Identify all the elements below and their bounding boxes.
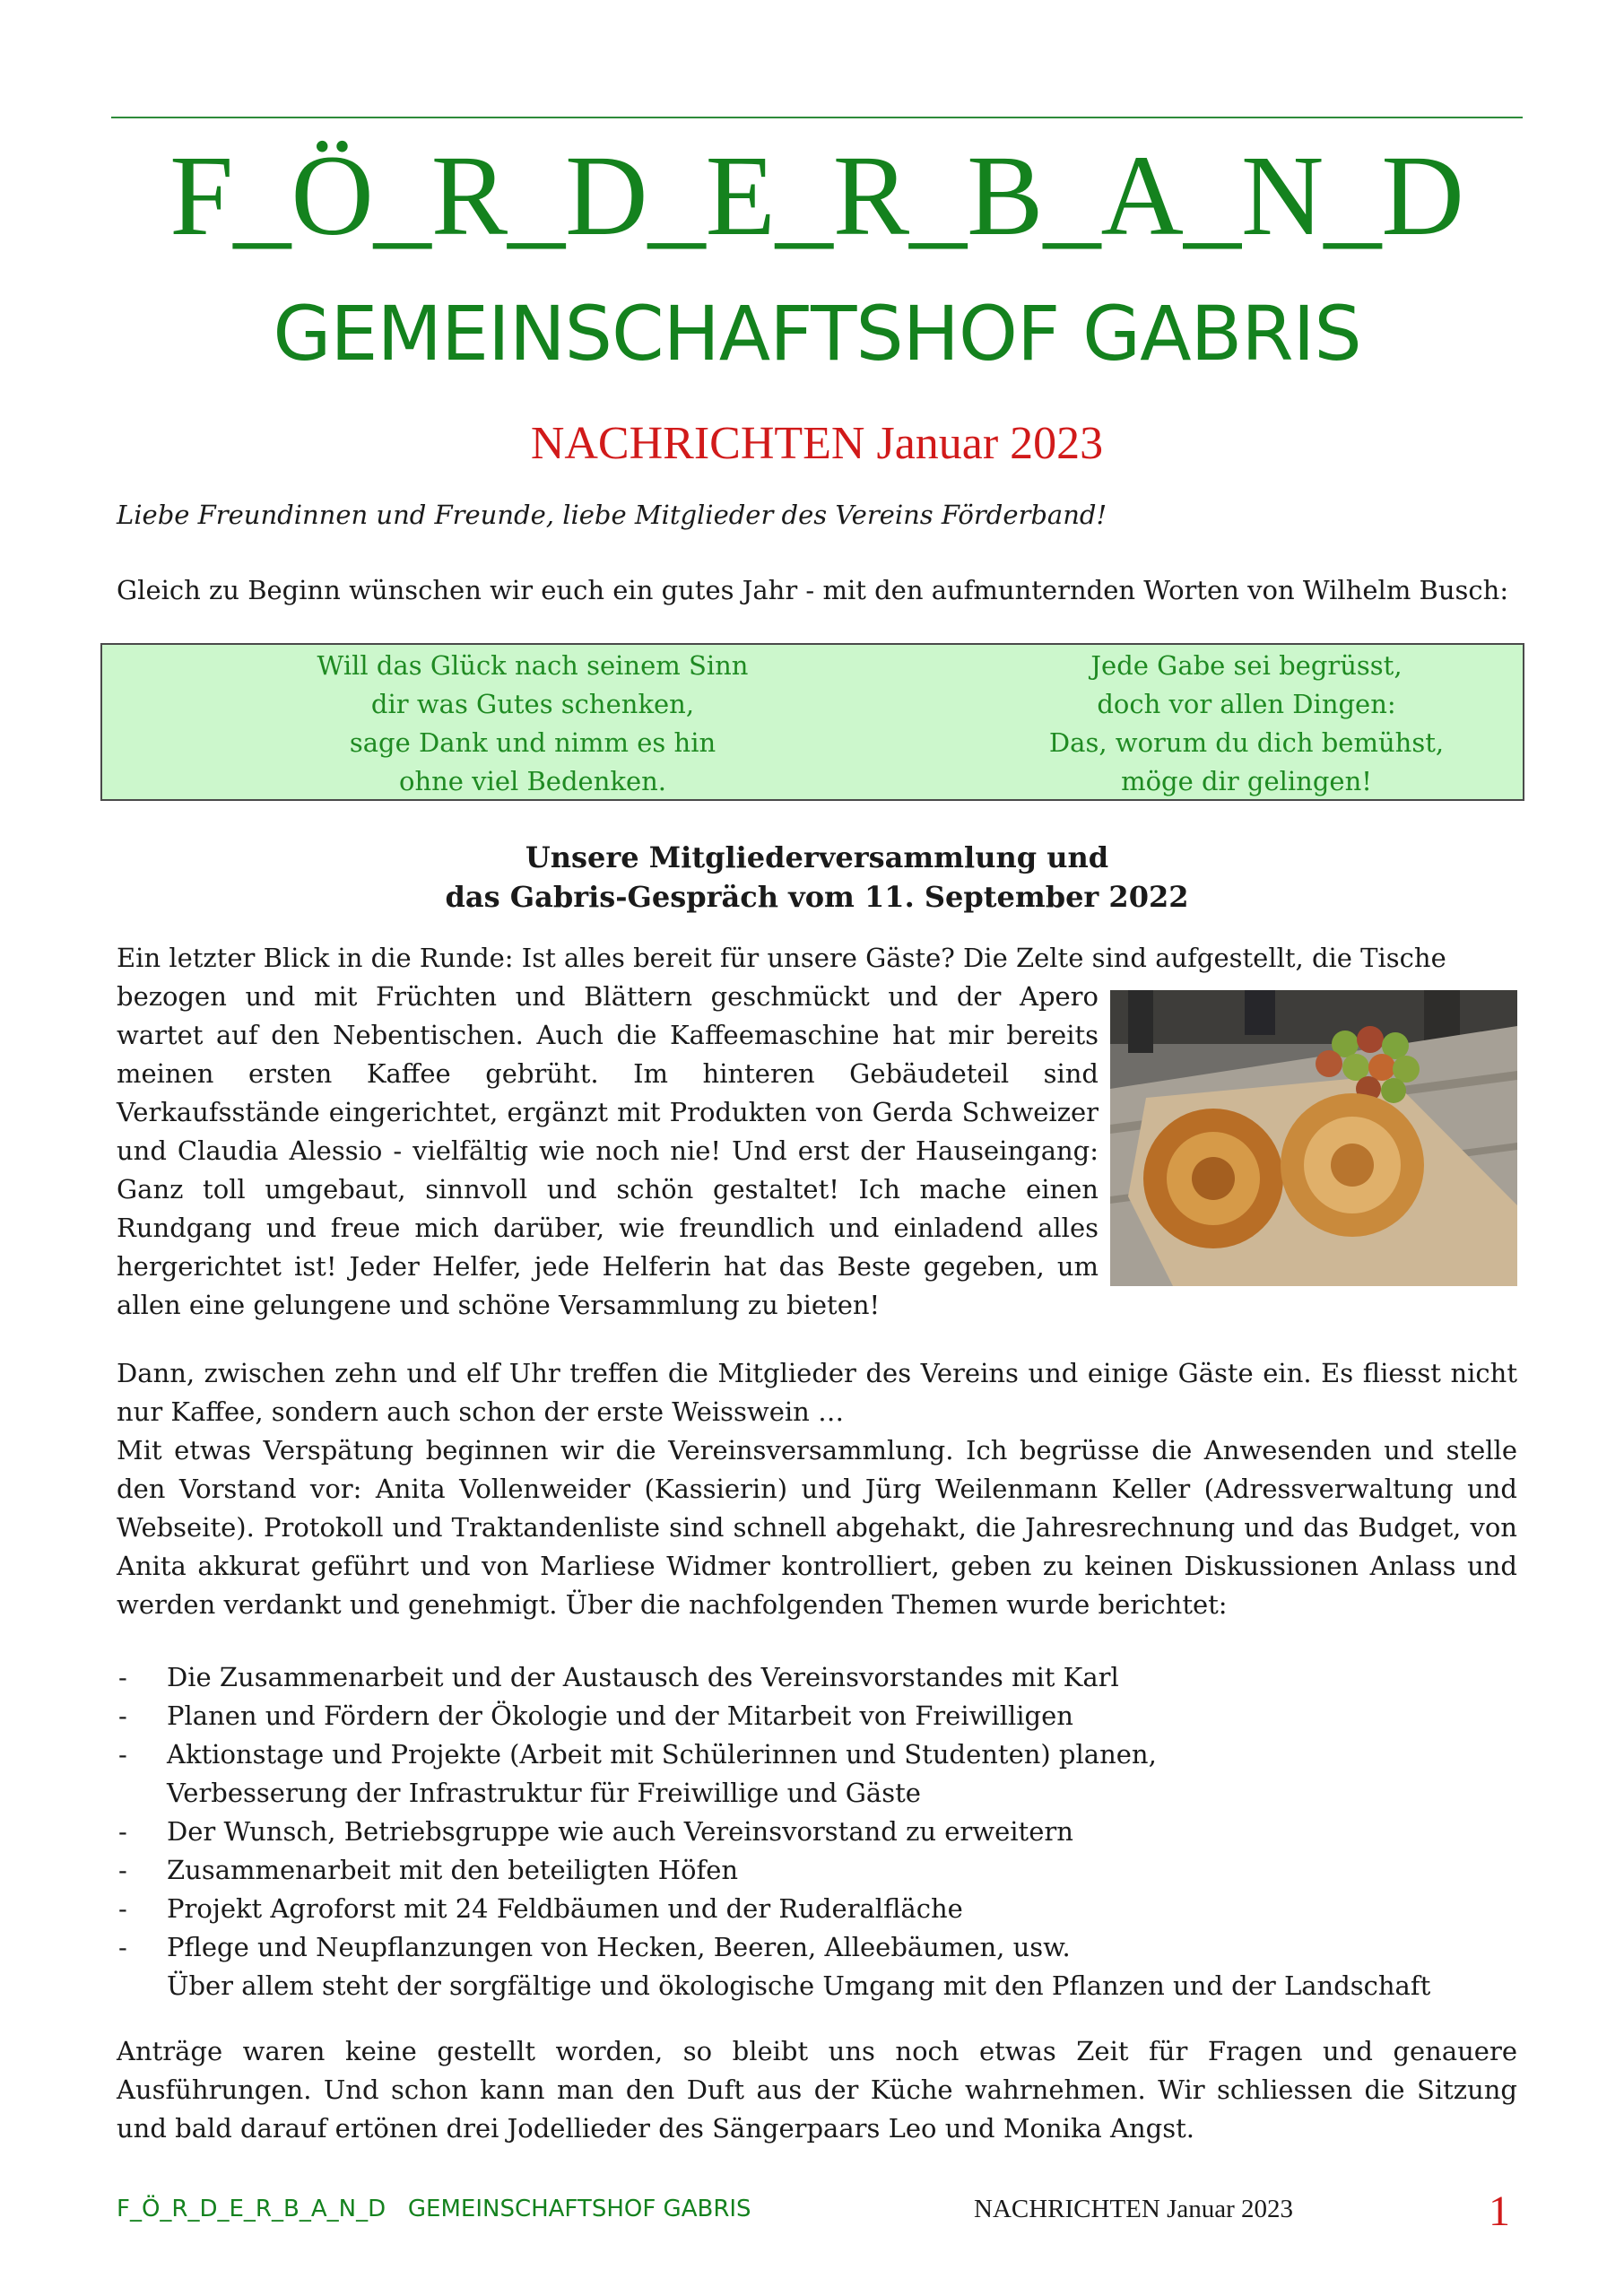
list-dash: - <box>118 1739 127 1770</box>
list-item-line: Projekt Agroforst mit 24 Feldbäumen und der Ruderalfläche <box>167 1893 963 1924</box>
topics-list <box>117 1658 1517 2005</box>
article-paragraph-1-first-line: Ein letzter Blick in die Runde: Ist alles bereit für unsere Gäste? Die Zelte sind aufgestellt, die Tische <box>117 943 1446 973</box>
article-paragraph-4: Anträge waren keine gestellt worden, so bleibt uns noch etwas Zeit für Fragen und genauere Ausführungen. Und schon kann man den Duft aus der Küche wahrnehmen. Wir schliessen die Sitzung und bald darauf ertönen drei Jodellieder des Sängerpaars Leo und Monika Angst. <box>117 2036 1517 2144</box>
list-dash: - <box>118 1855 127 1885</box>
list-item-line: Planen und Fördern der Ökologie und der Mitarbeit von Freiwilligen <box>167 1700 1073 1731</box>
poem-line: Will das Glück nach seinem Sinn <box>317 650 749 681</box>
list-item <box>117 1928 1517 2005</box>
poem-right-stanza <box>995 647 1498 801</box>
list-item-line: Zusammenarbeit mit den beteiligten Höfen <box>167 1855 739 1885</box>
poem-line: doch vor allen Dingen: <box>1097 689 1396 719</box>
event-photo-image <box>1110 990 1517 1286</box>
list-item-line: Der Wunsch, Betriebsgruppe wie auch Vereinsvorstand zu erweitern <box>167 1816 1073 1847</box>
list-dash: - <box>118 1700 127 1731</box>
list-item <box>117 1658 1517 1697</box>
poem-line: ohne viel Bedenken. <box>398 766 666 796</box>
article-paragraph-3: Mit etwas Verspätung beginnen wir die Vereinsversammlung. Ich begrüsse die Anwesenden und stelle den Vorstand vor: Anita Vollenweider (Kassierin) und Jürg Weilenmann Keller (Adressverwaltung und Webseite). Protokoll und Traktandenliste sind schnell abgehakt, die Jahresrechnung und das Budget, von Anita akkurat geführt und von Marliese Widmer kontrolliert, geben zu keinen Diskussionen Anlass und werden verdankt und genehmigt. Über die nachfolgenden Themen wurde berichtet: <box>117 1435 1517 1620</box>
list-item-line: Über allem steht der sorgfältige und ökologische Umgang mit den Pflanzen und der Landschaft <box>167 1970 1431 2001</box>
poem-line: Das, worum du dich bemühst, <box>1048 727 1445 758</box>
top-divider <box>111 117 1523 118</box>
list-item <box>117 1890 1517 1928</box>
poem-box <box>100 643 1524 801</box>
poem-line: dir was Gutes schenken, <box>370 689 695 719</box>
intro-paragraph: Gleich zu Beginn wünschen wir euch ein gutes Jahr - mit den aufmunternden Worten von Wilhelm Busch: <box>117 575 1509 605</box>
footer-brand: F_Ö_R_D_E_R_B_A_N_D GEMEINSCHAFTSHOF GABRIS <box>117 2196 751 2222</box>
footer-issue: NACHRICHTEN Januar 2023 <box>974 2195 1294 2223</box>
poem-line: sage Dank und nimm es hin <box>349 727 716 758</box>
section-heading-line-1: Unsere Mitgliederversammlung und <box>525 840 1109 874</box>
article-paragraph-1: bezogen und mit Früchten und Blättern geschmückt und der Apero wartet auf den Nebentischen. Auch die Kaffeemaschine hat mir bereits meinen ersten Kaffee gebrüht. Im hinteren Gebäudeteil sind Verkaufsstände eingerichtet, ergänzt mit Produkten von Gerda Schweizer und Claudia Alessio - vielfältig wie noch nie! Und erst der Hauseingang: Ganz toll umgebaut, sinnvoll und schön gestaltet! Ich mache einen Rundgang und freue mich darüber, wie freundlich und einladend alles hergerichtet ist! Jeder Helfer, jede Helferin hat das Beste gegeben, um allen eine gelungene und schöne Versammlung zu bieten! <box>117 981 1099 1320</box>
page-number: 1 <box>1489 2187 1510 2235</box>
poem-line: Jede Gabe sei begrüsst, <box>1090 650 1403 681</box>
list-dash: - <box>118 1932 127 1962</box>
list-dash: - <box>118 1816 127 1847</box>
list-item-line: Aktionstage und Projekte (Arbeit mit Schülerinnen und Studenten) planen, <box>167 1739 1157 1770</box>
salutation: Liebe Freundinnen und Freunde, liebe Mitglieder des Vereins Förderband! <box>117 500 1107 530</box>
poem-left-stanza <box>282 647 784 801</box>
list-item-line: Verbesserung der Infrastruktur für Freiwillige und Gäste <box>167 1778 921 1808</box>
list-item <box>117 1697 1517 1735</box>
article-paragraph-2: Dann, zwischen zehn und elf Uhr treffen die Mitglieder des Vereins und einige Gäste ein. Es fliesst nicht nur Kaffee, sondern auch schon der erste Weisswein … <box>117 1358 1517 1427</box>
section-heading-line-2: das Gabris-Gespräch vom 11. September 2022 <box>445 880 1189 914</box>
list-item-line: Die Zusammenarbeit und der Austausch des Vereinsvorstandes mit Karl <box>167 1662 1119 1692</box>
list-item-line: Pflege und Neupflanzungen von Hecken, Beeren, Alleebäumen, usw. <box>167 1932 1071 1962</box>
list-dash: - <box>118 1662 127 1692</box>
list-item <box>117 1735 1517 1813</box>
masthead-title: F_Ö_R_D_E_R_B_A_N_D <box>169 132 1464 259</box>
poem-line: möge dir gelingen! <box>1121 766 1372 796</box>
list-item <box>117 1851 1517 1890</box>
issue-title: NACHRICHTEN Januar 2023 <box>530 418 1104 469</box>
event-photo-illustration <box>1110 990 1517 1286</box>
section-heading <box>117 838 1517 917</box>
list-dash: - <box>118 1893 127 1924</box>
list-item <box>117 1813 1517 1851</box>
masthead-subtitle: GEMEINSCHAFTSHOF GABRIS <box>273 290 1361 378</box>
